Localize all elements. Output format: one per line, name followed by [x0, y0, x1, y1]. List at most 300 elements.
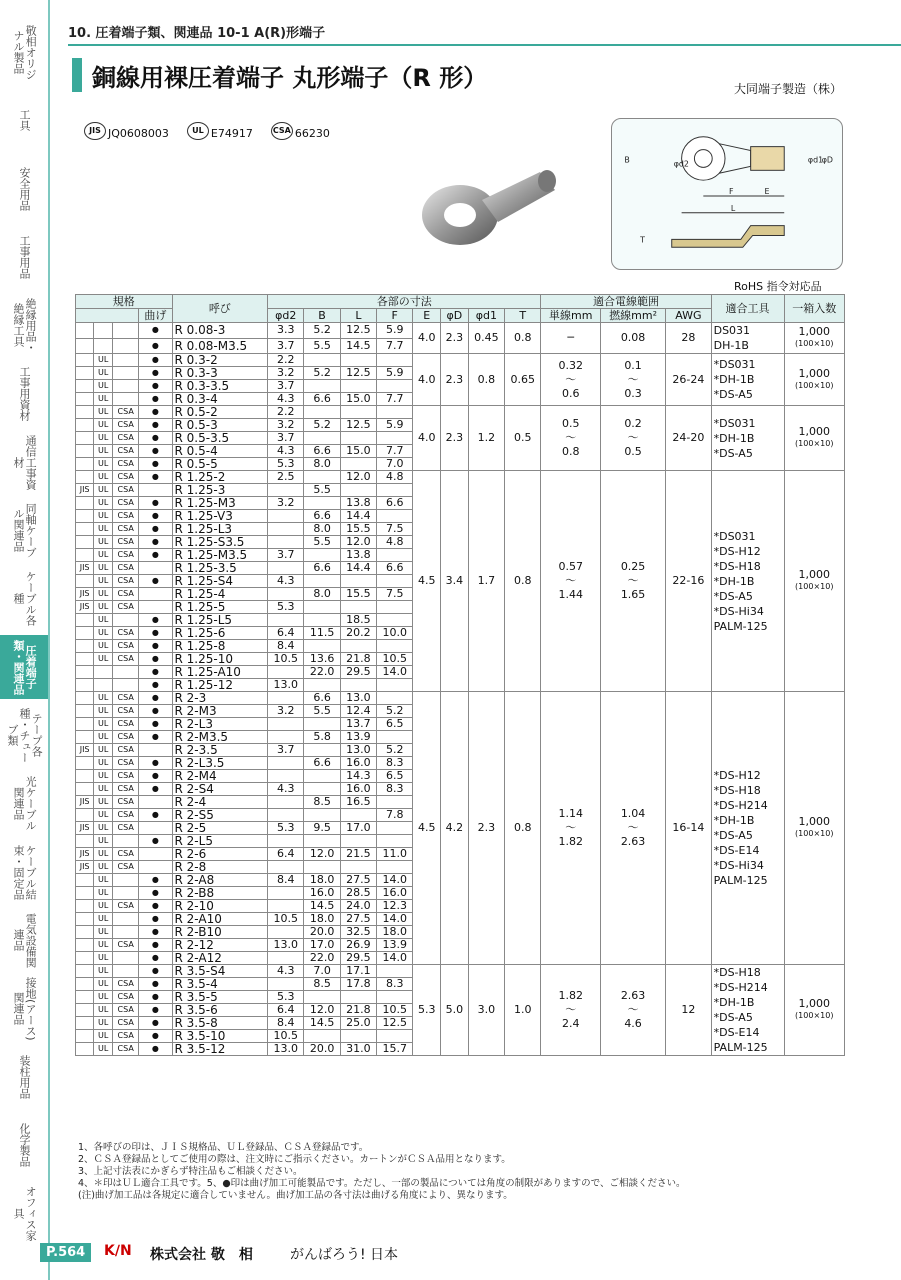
dim-cell	[304, 991, 340, 1004]
cert-cell	[76, 991, 94, 1004]
dim-cell: 4.3	[268, 445, 304, 458]
cert-cell	[76, 1043, 94, 1056]
part-name: R 0.3-2	[172, 354, 268, 367]
part-name: R 0.5-5	[172, 458, 268, 471]
dim-cell: 8.0	[304, 458, 340, 471]
group-D: 2.3	[441, 406, 469, 471]
sidebar-item[interactable]: 光ケーブル関連品	[12, 776, 38, 832]
part-name: R 0.5-2	[172, 406, 268, 419]
cert-cell	[76, 952, 94, 965]
col-qty: 一箱入数	[784, 295, 845, 323]
dim-cell: 5.3	[268, 601, 304, 614]
dim-cell: 7.7	[377, 338, 413, 354]
part-name: R 2-5	[172, 822, 268, 835]
qty-sub: (100×10)	[795, 380, 834, 390]
bend-mark: ●	[139, 978, 172, 991]
dim-cell: 5.3	[268, 458, 304, 471]
group-T: 1.0	[505, 965, 541, 1056]
dim-cell	[304, 835, 340, 848]
dim-cell: 14.0	[377, 913, 413, 926]
ul-icon: UL	[94, 458, 113, 471]
csa-icon: CSA	[113, 1043, 139, 1056]
dim-cell	[340, 406, 376, 419]
cert-cell	[139, 744, 172, 757]
part-name: R 0.3-3	[172, 367, 268, 380]
dim-cell: 8.0	[304, 523, 340, 536]
ul-icon: UL	[187, 122, 209, 140]
part-name: R 0.08-M3.5	[172, 338, 268, 354]
group-single: 1.14 〜 1.82	[541, 692, 601, 965]
dim-cell: 3.7	[268, 744, 304, 757]
dim-cell	[268, 770, 304, 783]
bend-mark: ●	[139, 536, 172, 549]
dim-cell	[377, 796, 413, 809]
csa-icon: CSA	[113, 692, 139, 705]
dim-cell: 16.0	[340, 757, 376, 770]
csa-icon: CSA	[113, 536, 139, 549]
group-stranded: 0.25 〜 1.65	[601, 471, 666, 692]
dim-cell: 3.2	[268, 497, 304, 510]
part-name: R 2-L3.5	[172, 757, 268, 770]
dim-cell: 4.3	[268, 393, 304, 406]
cert-cell	[139, 796, 172, 809]
dim-cell: 6.6	[304, 692, 340, 705]
csa-icon: CSA	[113, 978, 139, 991]
dim-cell: 28.5	[340, 887, 376, 900]
dim-cell: 8.4	[268, 640, 304, 653]
sidebar-item[interactable]: 装柱用品	[18, 1055, 32, 1100]
cert-cell	[76, 338, 94, 354]
cert-cell	[76, 1017, 94, 1030]
csa-icon: CSA	[113, 718, 139, 731]
dim-cell: 14.0	[377, 874, 413, 887]
sidebar-item[interactable]: 敬相オリジナル製品	[12, 24, 38, 80]
qty-value: 1,000	[798, 815, 830, 828]
company-logo: K∕N	[104, 1243, 132, 1259]
dim-cell: 3.7	[268, 432, 304, 445]
bend-mark: ●	[139, 1004, 172, 1017]
part-name: R 0.5-3.5	[172, 432, 268, 445]
part-name: R 1.25-L5	[172, 614, 268, 627]
group-E: 4.5	[413, 692, 441, 965]
part-name: R 2-M3	[172, 705, 268, 718]
part-name: R 1.25-M3	[172, 497, 268, 510]
ul-icon: UL	[94, 367, 113, 380]
dim-cell: 6.6	[304, 562, 340, 575]
cert-list	[84, 122, 330, 140]
cert-cell	[113, 393, 139, 406]
bend-mark: ●	[139, 1043, 172, 1056]
dim-cell	[304, 575, 340, 588]
dim-d-label: φD	[821, 155, 834, 165]
ul-icon: UL	[94, 601, 113, 614]
dim-cell	[377, 822, 413, 835]
bend-mark: ●	[139, 705, 172, 718]
ul-icon: UL	[94, 471, 113, 484]
bend-mark: ●	[139, 913, 172, 926]
part-name: R 1.25-12	[172, 679, 268, 692]
bend-mark: ●	[139, 653, 172, 666]
group-stranded: 0.2 〜 0.5	[601, 406, 666, 471]
group-T: 0.8	[505, 323, 541, 354]
bend-mark: ●	[139, 887, 172, 900]
dim-cell: 14.0	[377, 952, 413, 965]
bend-mark: ●	[139, 627, 172, 640]
bend-mark: ●	[139, 939, 172, 952]
dim-e-label: E	[764, 187, 770, 196]
notes	[78, 1142, 685, 1202]
cert-cell	[113, 323, 139, 339]
dim-cell: 8.5	[304, 978, 340, 991]
dim-cell	[304, 640, 340, 653]
ul-icon: UL	[94, 913, 113, 926]
dim-cell: 15.5	[340, 523, 376, 536]
dim-cell: 3.3	[268, 323, 304, 339]
dim-cell	[377, 965, 413, 978]
dim-cell	[340, 1030, 376, 1043]
dim-cell	[340, 575, 376, 588]
dim-cell	[340, 809, 376, 822]
csa-icon: CSA	[113, 1017, 139, 1030]
sidebar-item[interactable]: 安全用品	[18, 166, 32, 211]
dim-cell: 21.8	[340, 1004, 376, 1017]
dim-cell: 18.0	[304, 874, 340, 887]
ul-icon: UL	[94, 861, 113, 874]
bend-mark: ●	[139, 952, 172, 965]
cert-cell	[76, 575, 94, 588]
cert-cell	[76, 1030, 94, 1043]
jis-icon: JIS	[76, 484, 94, 497]
dim-cell: 18.0	[377, 926, 413, 939]
col-tool: 適合工具	[711, 295, 784, 323]
dim-cell: 6.6	[304, 757, 340, 770]
page-number: P.564	[40, 1243, 91, 1262]
sidebar-item[interactable]: オフィス家具	[12, 1186, 38, 1242]
cert-code: JQ0608003	[108, 127, 169, 140]
dim-cell: 3.2	[268, 705, 304, 718]
col-t: T	[505, 309, 541, 323]
dim-cell	[377, 861, 413, 874]
group-D: 5.0	[441, 965, 469, 1056]
table-row	[76, 965, 845, 978]
bend-mark: ●	[139, 991, 172, 1004]
dim-cell: 14.4	[340, 562, 376, 575]
part-name: R 1.25-L3	[172, 523, 268, 536]
cert-cell	[76, 536, 94, 549]
dim-cell	[377, 679, 413, 692]
dim-cell: 4.3	[268, 965, 304, 978]
cert-cell	[76, 653, 94, 666]
dim-cell: 21.8	[340, 653, 376, 666]
jis-icon: JIS	[76, 744, 94, 757]
cert-cell	[76, 393, 94, 406]
cert-cell	[113, 380, 139, 393]
part-name: R 0.3-4	[172, 393, 268, 406]
cert-cell	[76, 323, 94, 339]
sidebar-item[interactable]: 工事用品	[18, 235, 32, 280]
part-name: R 2-A12	[172, 952, 268, 965]
dim-cell: 7.7	[377, 445, 413, 458]
sidebar-item[interactable]: 通信工事資材	[12, 434, 38, 490]
group-single: 0.57 〜 1.44	[541, 471, 601, 692]
dim-cell: 14.5	[304, 900, 340, 913]
part-name: R 3.5-4	[172, 978, 268, 991]
ul-icon: UL	[94, 640, 113, 653]
csa-icon: CSA	[113, 640, 139, 653]
bend-mark: ●	[139, 445, 172, 458]
dim-cell	[304, 861, 340, 874]
sidebar-item[interactable]: テープ各種・チューブ類	[5, 707, 44, 763]
group-single: 1.82 〜 2.4	[541, 965, 601, 1056]
dim-cell: 3.7	[268, 380, 304, 393]
part-name: R 2-A10	[172, 913, 268, 926]
sidebar-item[interactable]: 接地(アース)関連品	[12, 977, 38, 1041]
cert-cell	[113, 874, 139, 887]
csa-icon: CSA	[113, 705, 139, 718]
dim-cell	[377, 692, 413, 705]
part-name: R 2-M3.5	[172, 731, 268, 744]
dim-cell	[268, 887, 304, 900]
group-qty	[784, 354, 845, 406]
dim-cell	[268, 809, 304, 822]
csa-icon: CSA	[113, 523, 139, 536]
group-qty	[784, 965, 845, 1056]
qty-sub: (100×10)	[795, 439, 834, 448]
dim-cell: 14.3	[340, 770, 376, 783]
csa-icon: CSA	[113, 471, 139, 484]
dim-cell	[340, 380, 376, 393]
dim-cell: 8.4	[268, 874, 304, 887]
bend-mark: ●	[139, 757, 172, 770]
dim-cell	[304, 1030, 340, 1043]
bend-mark: ●	[139, 965, 172, 978]
csa-icon: CSA	[113, 588, 139, 601]
ul-icon: UL	[94, 393, 113, 406]
dim-cell: 13.0	[268, 939, 304, 952]
dim-cell: 26.9	[340, 939, 376, 952]
terminal-photo	[420, 160, 560, 255]
dim-cell: 25.0	[340, 1017, 376, 1030]
dim-cell: 3.2	[268, 419, 304, 432]
sidebar-item[interactable]: 工具	[18, 109, 32, 132]
group-awg: 12	[666, 965, 712, 1056]
cert-cell	[76, 913, 94, 926]
col-d1: φd1	[468, 309, 504, 323]
dim-cell	[340, 354, 376, 367]
ul-icon: UL	[94, 562, 113, 575]
part-name: R 2-M4	[172, 770, 268, 783]
dim-cell	[268, 510, 304, 523]
col-f: F	[377, 309, 413, 323]
cert-code: 66230	[294, 127, 330, 140]
dim-cell	[304, 614, 340, 627]
bend-mark: ●	[139, 679, 172, 692]
dim-cell	[268, 952, 304, 965]
group-d1: 3.0	[468, 965, 504, 1056]
dim-cell	[268, 692, 304, 705]
cert-cell	[76, 679, 94, 692]
bend-mark: ●	[139, 380, 172, 393]
bend-mark: ●	[139, 338, 172, 354]
dim-cell	[340, 835, 376, 848]
dim-cell: 6.4	[268, 848, 304, 861]
sidebar-item[interactable]: ケーブル結束・固定品	[12, 844, 38, 900]
dim-f-label: F	[728, 187, 734, 196]
ul-icon: UL	[94, 614, 113, 627]
cert-cell	[76, 900, 94, 913]
dim-cell: 18.5	[340, 614, 376, 627]
dim-cell: 12.0	[340, 536, 376, 549]
group-tool: *DS031 *DH-1B *DS-A5	[711, 406, 784, 471]
dim-cell	[377, 614, 413, 627]
group-awg: 16-14	[666, 692, 712, 965]
col-d2: φd2	[268, 309, 304, 323]
bend-mark: ●	[139, 900, 172, 913]
cert-cell	[113, 913, 139, 926]
group-qty	[784, 323, 845, 354]
dim-cell: 6.6	[377, 497, 413, 510]
bend-mark: ●	[139, 419, 172, 432]
ul-icon: UL	[94, 1004, 113, 1017]
sidebar-item[interactable]: 同軸ケーブル関連品	[12, 502, 38, 558]
group-E: 5.3	[413, 965, 441, 1056]
jis-icon: JIS	[84, 122, 106, 140]
dim-cell	[268, 562, 304, 575]
group-D: 2.3	[441, 323, 469, 354]
ul-icon: UL	[94, 744, 113, 757]
group-d1: 2.3	[468, 692, 504, 965]
dim-cell: 9.5	[304, 822, 340, 835]
cert-cell	[139, 848, 172, 861]
ul-icon: UL	[94, 809, 113, 822]
cert-cell	[139, 588, 172, 601]
dim-cell: 16.0	[340, 783, 376, 796]
part-name: R 0.08-3	[172, 323, 268, 339]
table-row	[76, 406, 845, 419]
sidebar-item[interactable]: 圧着端子類・関連品	[0, 635, 48, 699]
csa-icon: CSA	[113, 757, 139, 770]
ul-icon: UL	[94, 380, 113, 393]
part-name: R 2-L3	[172, 718, 268, 731]
dim-cell: 20.0	[304, 926, 340, 939]
group-E: 4.0	[413, 354, 441, 406]
dim-cell: 15.0	[340, 445, 376, 458]
dim-cell	[304, 497, 340, 510]
ul-icon: UL	[94, 770, 113, 783]
dim-cell: 6.4	[268, 627, 304, 640]
dim-cell: 27.5	[340, 874, 376, 887]
ul-icon: UL	[94, 406, 113, 419]
group-T: 0.65	[505, 354, 541, 406]
cert-cell	[113, 367, 139, 380]
dim-cell	[377, 432, 413, 445]
dim-cell: 17.1	[340, 965, 376, 978]
dim-cell: 5.2	[377, 744, 413, 757]
table-row	[76, 471, 845, 484]
cert-cell	[76, 523, 94, 536]
group-single: ─	[541, 323, 601, 354]
dim-cell	[304, 549, 340, 562]
csa-icon: CSA	[113, 783, 139, 796]
sidebar-item[interactable]: 絶縁用品・絶縁工具	[12, 297, 38, 353]
csa-icon: CSA	[113, 445, 139, 458]
bend-mark: ●	[139, 510, 172, 523]
group-D: 2.3	[441, 354, 469, 406]
ul-icon: UL	[94, 627, 113, 640]
cert-jis	[84, 122, 169, 140]
cert-cell	[76, 874, 94, 887]
dim-cell: 3.7	[268, 549, 304, 562]
dim-cell: 8.3	[377, 978, 413, 991]
dim-cell: 13.0	[268, 1043, 304, 1056]
note-4: 4、＊印はＵＬ適合工具です。5、●印は曲げ加工可能製品です。ただし、一部の製品については角度の制限がありますので、ご相談ください。	[78, 1178, 686, 1189]
part-name: R 1.25-10	[172, 653, 268, 666]
cert-cell	[113, 666, 139, 679]
dim-cell: 2.5	[268, 471, 304, 484]
ul-icon: UL	[94, 588, 113, 601]
group-stranded: 2.63 〜 4.6	[601, 965, 666, 1056]
ul-icon: UL	[94, 926, 113, 939]
dim-cell	[340, 432, 376, 445]
cert-cell	[76, 965, 94, 978]
sidebar-item[interactable]: 工事用資材	[18, 366, 32, 422]
qty-sub: (100×10)	[795, 339, 834, 348]
sidebar-item[interactable]: ケーブル各種	[12, 571, 38, 627]
ul-icon: UL	[94, 900, 113, 913]
part-name: R 2-S5	[172, 809, 268, 822]
bend-mark: ●	[139, 835, 172, 848]
group-d1: 1.7	[468, 471, 504, 692]
col-yobi: 呼び	[172, 295, 268, 323]
dim-cell: 3.7	[268, 338, 304, 354]
jis-icon: JIS	[76, 601, 94, 614]
cert-cell	[76, 497, 94, 510]
title-accent	[72, 58, 82, 92]
dim-cell	[377, 380, 413, 393]
sidebar-item[interactable]: 電気設備関連品	[12, 912, 38, 968]
dim-cell	[377, 731, 413, 744]
dim-cell: 8.5	[304, 796, 340, 809]
bend-mark: ●	[139, 770, 172, 783]
cert-cell	[113, 679, 139, 692]
dim-cell	[304, 783, 340, 796]
dim-cell: 13.9	[377, 939, 413, 952]
header-divider	[68, 44, 901, 46]
dim-cell: 10.0	[377, 627, 413, 640]
dim-cell: 5.9	[377, 419, 413, 432]
bend-mark: ●	[139, 666, 172, 679]
dim-cell	[268, 731, 304, 744]
csa-icon: CSA	[113, 432, 139, 445]
col-d: φD	[441, 309, 469, 323]
col-bend: 曲げ	[139, 309, 172, 323]
col-l: L	[340, 309, 376, 323]
sidebar-item[interactable]: 化学製品	[18, 1123, 32, 1168]
dim-l-label: L	[730, 203, 736, 213]
bend-mark: ●	[139, 549, 172, 562]
dim-cell: 16.0	[377, 887, 413, 900]
csa-icon: CSA	[271, 122, 293, 140]
bend-mark: ●	[139, 458, 172, 471]
ul-icon: UL	[94, 939, 113, 952]
qty-value: 1,000	[798, 325, 830, 338]
col-b: B	[304, 309, 340, 323]
group-stranded: 1.04 〜 2.63	[601, 692, 666, 965]
dim-cell: 14.0	[377, 666, 413, 679]
cert-cell	[94, 338, 113, 354]
group-tool: *DS031 *DH-1B *DS-A5	[711, 354, 784, 406]
qty-sub: (100×10)	[795, 582, 834, 591]
